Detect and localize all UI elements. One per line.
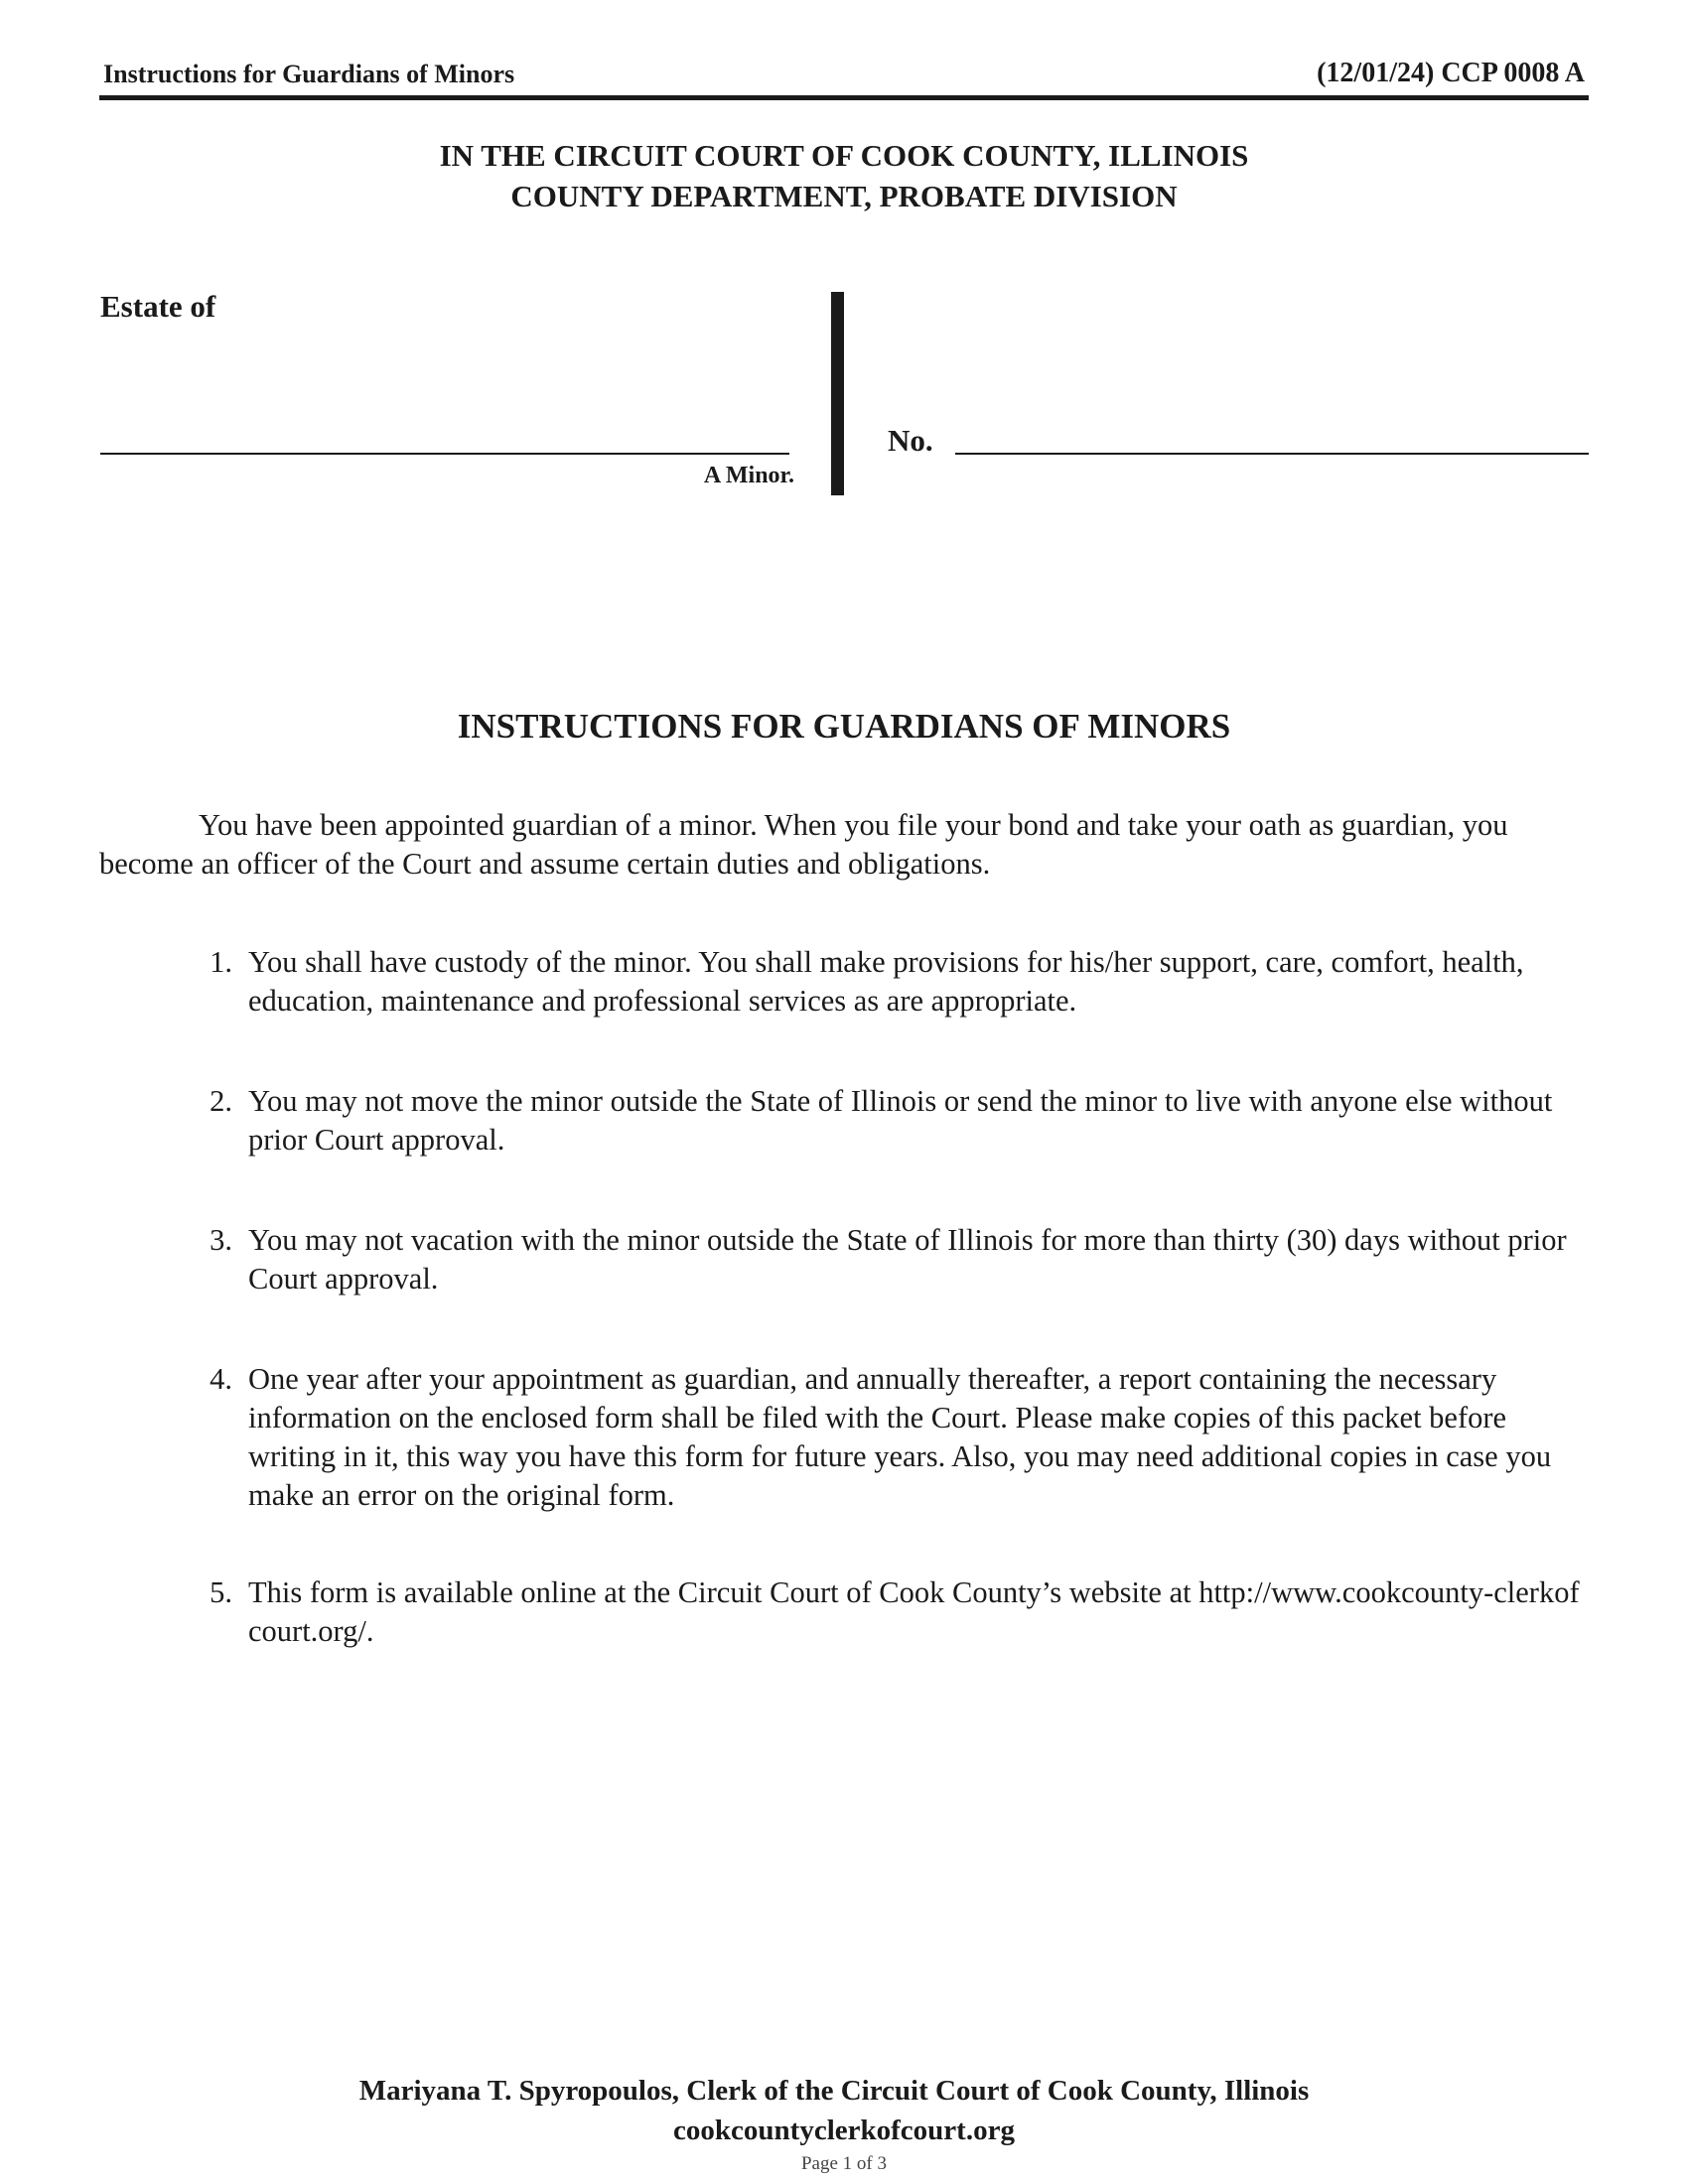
case-number-label: No. [888,423,933,458]
minor-name-field[interactable] [100,453,789,455]
case-number-field[interactable] [955,453,1589,455]
header-rule [99,95,1589,100]
website-footer[interactable]: cookcountyclerkofcourt.org [673,2115,1015,2146]
page-number: Page 1 of 3 [800,2153,887,2174]
item-text: You may not move the minor outside the State of Illinois or send the minor to live with anyone else without prior Court approval. [248,1084,1553,1157]
clerk-footer: Mariyana T. Spyropoulos, Clerk of the Circuit Court of Cook County, Illinois [358,2075,1310,2107]
item-number: 4. [210,1362,232,1396]
item-number: 3. [210,1223,232,1257]
caption-divider [831,292,844,495]
estate-of-label: Estate of [100,289,216,324]
intro-paragraph: You have been appointed guardian of a minor. When you file your bond and take your oath as guardian, you become an officer of the Court and assume certain duties and obligations. [99,808,1508,881]
court-name: IN THE CIRCUIT COURT OF COOK COUNTY, ILLINOIS [439,138,1249,173]
item-text: This form is available online at the Circuit Court of Cook County’s website at http://www.cookcounty-clerkof court.org/. [248,1575,1580,1648]
item-number: 2. [210,1084,232,1118]
court-caption [0,135,1688,216]
item-text: You may not vacation with the minor outside the State of Illinois for more than thirty (30) days without prior Court approval. [248,1223,1567,1296]
a-minor-label: A Minor. [703,463,794,488]
form-title-header: Instructions for Guardians of Minors [103,60,515,88]
item-text: One year after your appointment as guardian, and annually thereafter, a report containing the necessary information on the enclosed form shall be filed with the Court. Please make copies of this packet before writing in it, this way you have this form for future years. Also, you may need additional copies in case you make an error on the original form. [248,1362,1552,1512]
item-text: You shall have custody of the minor. You shall make provisions for his/her support, care, comfort, health, education, maintenance and professional services as are appropriate. [248,945,1524,1018]
document-title: INSTRUCTIONS FOR GUARDIANS OF MINORS [457,707,1231,746]
court-division: COUNTY DEPARTMENT, PROBATE DIVISION [510,179,1178,213]
form-code-header: (12/01/24) CCP 0008 A [1317,58,1585,88]
item-number: 5. [210,1575,232,1609]
item-number: 1. [210,945,232,979]
